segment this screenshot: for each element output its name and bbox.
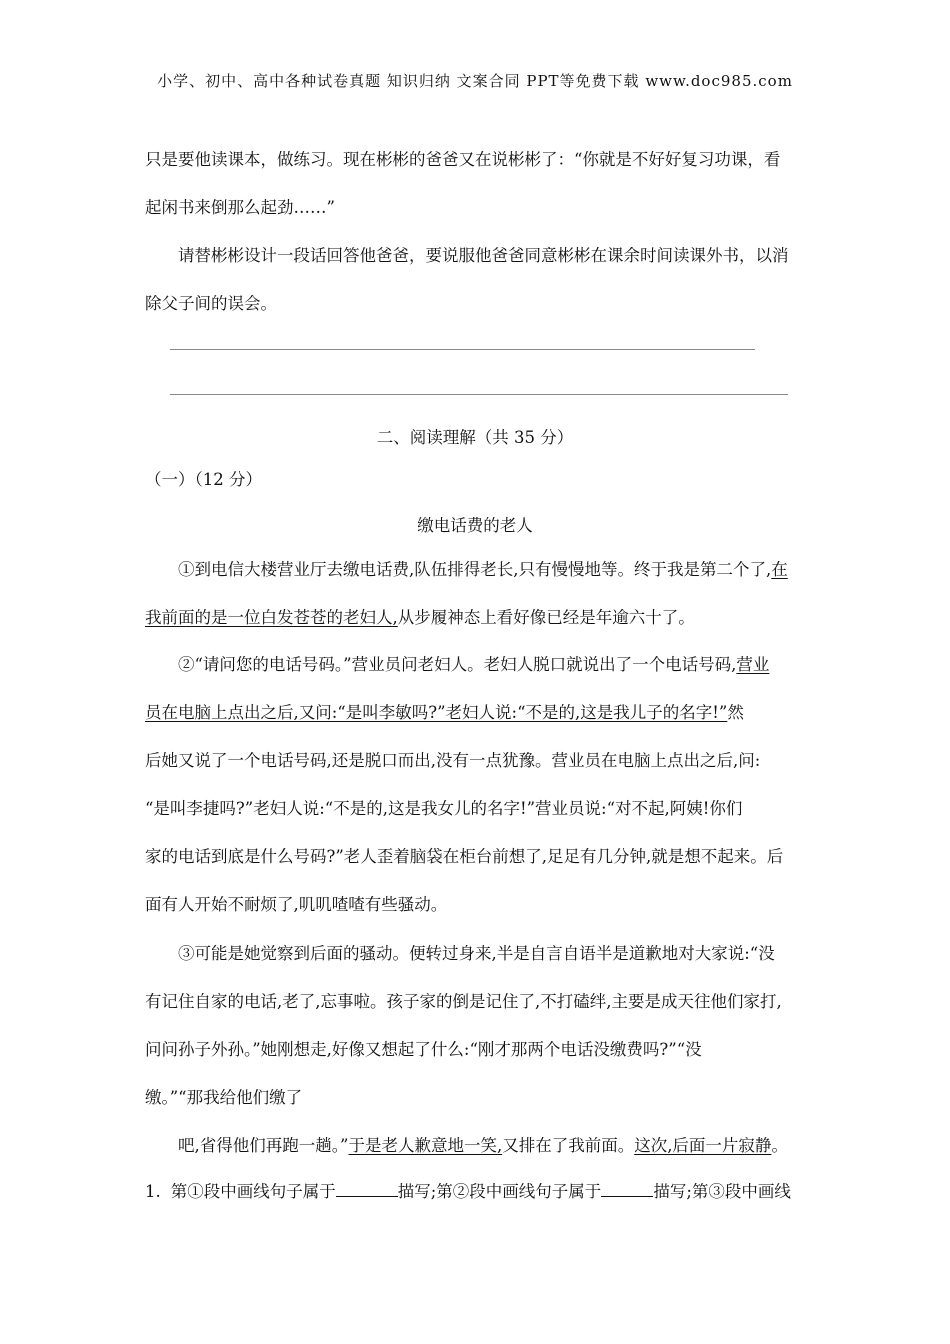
intro-line-4: 除父子间的误会。 [145, 294, 277, 313]
question-1-text-c: 描写;第③段中画线 [653, 1182, 791, 1201]
paragraph-3-line-3: 问问孙子外孙。”她刚想走,好像又想起了什么:“刚才那两个电话没缴费吗?”“没 [145, 1040, 702, 1059]
paragraph-2-line-5: 家的电话到底是什么号码?”老人歪着脑袋在柜台前想了,足足有几分钟,就是想不起来。后 [145, 847, 784, 866]
p1-underlined-start: 在 [771, 560, 788, 579]
paragraph-3-line-2: 有记住自家的电话,老了,忘事啦。孩子家的倒是记住了,不打磕绊,主要是成天往他们家打, [145, 992, 782, 1011]
answer-line-2[interactable] [170, 394, 788, 395]
subsection-title: （一）（12 分） [145, 470, 262, 489]
p1-text-end: 从步履神态上看好像已经是年逾六十了。 [397, 608, 695, 627]
p2-underlined-start: 营业 [736, 655, 770, 674]
answer-blank-1[interactable] [336, 1182, 398, 1197]
paragraph-1-line-1 [178, 556, 788, 580]
p1-underlined-sentence: 我前面的是一位白发苍苍的老妇人, [145, 608, 398, 627]
intro-line-2: 起闲书来倒那么起劲……” [145, 198, 335, 217]
paragraph-2-line-2 [145, 699, 744, 723]
intro-line-3: 请替彬彬设计一段话回答他爸爸，要说服他爸爸同意彬彬在课余时间读课外书，以消 [178, 246, 789, 265]
paragraph-2-line-4: “是叫李捷吗?”老妇人说:“不是的,这是我女儿的名字!”营业员说:“对不起,阿姨!你们 [145, 799, 743, 818]
p3-text-mid: 又排在了我前面。 [502, 1136, 635, 1155]
p3-underlined-sentence-1: 于是老人歉意地一笑, [348, 1136, 503, 1155]
p3-text: 吧,省得他们再跑一趟。” [178, 1136, 349, 1155]
paragraph-3-line-5 [178, 1132, 788, 1156]
question-1-text-a: 第①段中画线句子属于 [170, 1182, 336, 1201]
p2-text-end: 然 [727, 703, 744, 722]
question-1-text-b: 描写;第②段中画线句子属于 [397, 1182, 602, 1201]
article-title: 缴电话费的老人 [417, 516, 533, 535]
p3-text-end: 。 [771, 1136, 788, 1155]
section-title: 二、阅读理解（共 35 分） [376, 428, 574, 447]
answer-line-1[interactable] [170, 349, 755, 350]
paragraph-2-line-6: 面有人开始不耐烦了,叽叽喳喳有些骚动。 [145, 895, 448, 914]
intro-line-1: 只是要他读课本，做练习。现在彬彬的爸爸又在说彬彬了：“你就是不好好复习功课，看 [145, 150, 781, 169]
paragraph-3-line-1: ③可能是她觉察到后面的骚动。便转过身来,半是自言自语半是道歉地对大家说:“没 [178, 944, 775, 963]
paragraph-2-line-1 [178, 651, 769, 675]
answer-blank-2[interactable] [601, 1182, 653, 1197]
p3-underlined-sentence-2: 这次,后面一片寂静 [634, 1136, 772, 1155]
p1-text: ①到电信大楼营业厅去缴电话费,队伍排得老长,只有慢慢地等。终于我是第二个了, [178, 560, 772, 579]
p2-text: ②“请问您的电话号码。”营业员问老妇人。老妇人脱口就说出了一个电话号码, [178, 655, 737, 674]
page-header: 小学、初中、高中各种试卷真题 知识归纳 文案合同 PPT等免费下载 www.doc985.com [157, 72, 793, 90]
paragraph-2-line-3: 后她又说了一个电话号码,还是脱口而出,没有一点犹豫。营业员在电脑上点出之后,问: [145, 751, 761, 770]
question-1 [145, 1178, 791, 1202]
paragraph-1-line-2 [145, 604, 695, 628]
paragraph-3-line-4: 缴。”“那我给他们缴了 [145, 1088, 303, 1107]
p2-underlined-sentence: 员在电脑上点出之后,又问:“是叫李敏吗?”老妇人说:“不是的,这是我儿子的名字!” [145, 703, 728, 722]
question-1-number: 1. [145, 1182, 161, 1201]
